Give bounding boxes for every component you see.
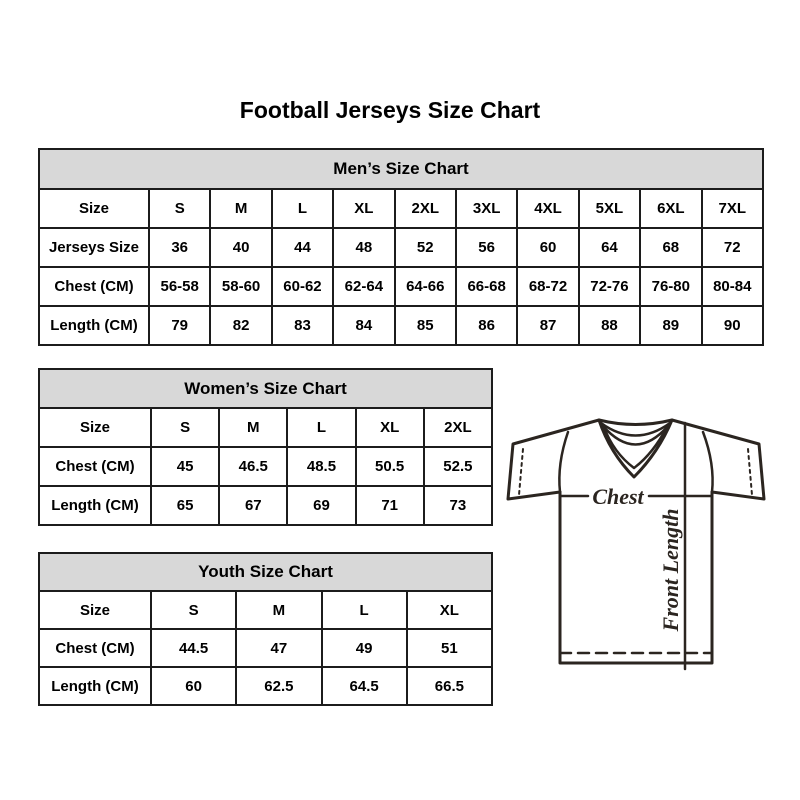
table-cell: 71 (356, 486, 424, 525)
table-cell: 72 (702, 228, 763, 267)
row-label: Length (CM) (39, 667, 151, 705)
table-cell: 87 (517, 306, 578, 345)
table-cell: XL (333, 189, 394, 228)
table-cell: S (151, 408, 219, 447)
womens-table-title: Women’s Size Chart (39, 369, 492, 408)
table-cell: 76-80 (640, 267, 701, 306)
table-cell: 80-84 (702, 267, 763, 306)
table-row (39, 629, 492, 667)
table-cell: 44.5 (151, 629, 236, 667)
table-cell: 48 (333, 228, 394, 267)
row-label: Length (CM) (39, 486, 151, 525)
chest-label: Chest (592, 484, 644, 509)
table-cell: 82 (210, 306, 271, 345)
table-cell: 6XL (640, 189, 701, 228)
collar-top-line (599, 420, 672, 425)
table-cell: M (210, 189, 271, 228)
row-label: Size (39, 591, 151, 629)
table-cell: XL (356, 408, 424, 447)
table-cell: 60 (151, 667, 236, 705)
table-cell: 44 (272, 228, 333, 267)
table-cell: 5XL (579, 189, 640, 228)
table-cell: 67 (219, 486, 287, 525)
table-cell: 50.5 (356, 447, 424, 486)
table-cell: 56-58 (149, 267, 210, 306)
table-cell: 64 (579, 228, 640, 267)
jersey-left-seam (559, 432, 568, 492)
table-cell: L (272, 189, 333, 228)
table-cell: 52.5 (424, 447, 492, 486)
jersey-measurement-diagram (502, 402, 794, 677)
row-label: Chest (CM) (39, 447, 151, 486)
table-cell: 2XL (395, 189, 456, 228)
cuff-stitch-left-icon (519, 449, 523, 495)
table-cell: 66.5 (407, 667, 492, 705)
table-header-row (39, 553, 492, 591)
table-cell: 89 (640, 306, 701, 345)
table-cell: 36 (149, 228, 210, 267)
table-cell: 62-64 (333, 267, 394, 306)
jersey-right-seam (703, 432, 713, 492)
table-cell: 4XL (517, 189, 578, 228)
table-cell: 64-66 (395, 267, 456, 306)
table-cell: 79 (149, 306, 210, 345)
table-cell: S (149, 189, 210, 228)
table-cell: L (287, 408, 355, 447)
row-label: Size (39, 189, 149, 228)
row-label: Chest (CM) (39, 267, 149, 306)
table-header-row (39, 149, 763, 189)
table-row (39, 408, 492, 447)
mens-size-table (38, 148, 764, 346)
table-cell: 72-76 (579, 267, 640, 306)
table-row (39, 189, 763, 228)
table-cell: 3XL (456, 189, 517, 228)
jersey-body (560, 492, 712, 663)
table-row (39, 591, 492, 629)
table-cell: 68 (640, 228, 701, 267)
table-cell: 58-60 (210, 267, 271, 306)
row-label: Size (39, 408, 151, 447)
table-row (39, 486, 492, 525)
table-row (39, 228, 763, 267)
front-length-label: Front Length (658, 508, 683, 632)
table-row (39, 447, 492, 486)
table-cell: 73 (424, 486, 492, 525)
table-cell: S (151, 591, 236, 629)
table-row (39, 267, 763, 306)
youth-table-title: Youth Size Chart (39, 553, 492, 591)
youth-size-table (38, 552, 493, 706)
table-header-row (39, 369, 492, 408)
table-cell: 60-62 (272, 267, 333, 306)
table-cell: 51 (407, 629, 492, 667)
row-label: Jerseys Size (39, 228, 149, 267)
table-cell: 40 (210, 228, 271, 267)
page-title: Football Jerseys Size Chart (239, 97, 541, 123)
table-cell: 7XL (702, 189, 763, 228)
womens-size-table (38, 368, 493, 526)
table-cell: 90 (702, 306, 763, 345)
table-cell: L (322, 591, 407, 629)
table-cell: XL (407, 591, 492, 629)
mens-table-title: Men’s Size Chart (39, 149, 763, 189)
table-cell: 49 (322, 629, 407, 667)
row-label: Length (CM) (39, 306, 149, 345)
table-cell: M (236, 591, 321, 629)
table-cell: 65 (151, 486, 219, 525)
table-cell: 47 (236, 629, 321, 667)
table-cell: 69 (287, 486, 355, 525)
table-cell: 83 (272, 306, 333, 345)
table-row (39, 667, 492, 705)
table-cell: 52 (395, 228, 456, 267)
table-cell: 46.5 (219, 447, 287, 486)
table-cell: 2XL (424, 408, 492, 447)
table-cell: 85 (395, 306, 456, 345)
table-row (39, 306, 763, 345)
table-cell: 88 (579, 306, 640, 345)
table-cell: 45 (151, 447, 219, 486)
table-cell: 64.5 (322, 667, 407, 705)
table-cell: 84 (333, 306, 394, 345)
table-cell: 56 (456, 228, 517, 267)
table-cell: 48.5 (287, 447, 355, 486)
table-cell: 60 (517, 228, 578, 267)
table-cell: M (219, 408, 287, 447)
cuff-stitch-right-icon (748, 449, 752, 495)
row-label: Chest (CM) (39, 629, 151, 667)
table-cell: 62.5 (236, 667, 321, 705)
table-cell: 66-68 (456, 267, 517, 306)
table-cell: 86 (456, 306, 517, 345)
table-cell: 68-72 (517, 267, 578, 306)
